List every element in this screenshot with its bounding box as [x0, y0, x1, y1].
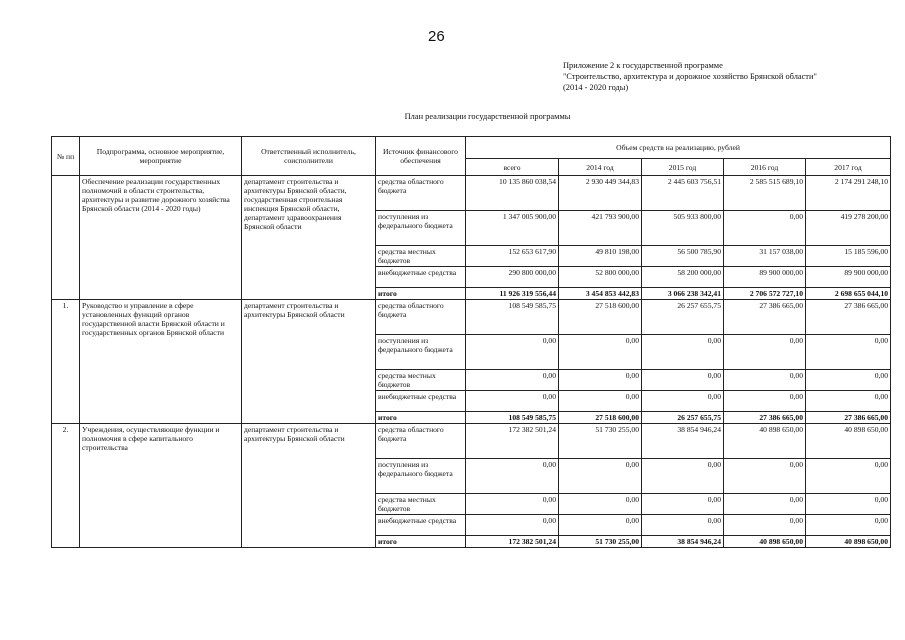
amount-cell: 108 549 585,75	[466, 412, 559, 424]
amount-cell: 38 854 946,24	[642, 536, 724, 548]
amount-cell: 0,00	[559, 459, 642, 494]
table-row	[52, 424, 891, 459]
table-row	[52, 300, 891, 335]
funding-source: внебюджетные средства	[376, 515, 466, 536]
amount-cell: 49 810 198,00	[559, 246, 642, 267]
funding-source: поступления из федерального бюджета	[376, 211, 466, 246]
amount-cell: 0,00	[806, 335, 891, 370]
amount-cell: 2 174 291 248,10	[806, 176, 891, 211]
amount-cell: 2 698 655 044,10	[806, 288, 891, 300]
amount-cell: 172 382 501,24	[466, 536, 559, 548]
amount-cell: 0,00	[724, 391, 806, 412]
header-total: всего	[466, 159, 559, 176]
amount-cell: 56 500 785,90	[642, 246, 724, 267]
appendix-note	[563, 60, 817, 93]
amount-cell: 2 706 572 727,10	[724, 288, 806, 300]
amount-cell: 26 257 655,75	[642, 412, 724, 424]
amount-cell: 152 653 617,90	[466, 246, 559, 267]
amount-cell: 0,00	[559, 494, 642, 515]
row-number: 1.	[52, 300, 80, 424]
amount-cell: 0,00	[466, 370, 559, 391]
amount-cell: 2 585 515 689,10	[724, 176, 806, 211]
amount-cell: 89 900 000,00	[724, 267, 806, 288]
funding-source: средства областного бюджета	[376, 300, 466, 335]
amount-cell: 0,00	[724, 211, 806, 246]
header-2015: 2015 год	[642, 159, 724, 176]
amount-cell: 0,00	[642, 370, 724, 391]
amount-cell: 172 382 501,24	[466, 424, 559, 459]
plan-table	[51, 136, 891, 548]
amount-cell: 38 854 946,24	[642, 424, 724, 459]
amount-cell: 27 518 600,00	[559, 300, 642, 335]
amount-cell: 0,00	[642, 459, 724, 494]
header-2017: 2017 год	[806, 159, 891, 176]
amount-cell: 0,00	[806, 391, 891, 412]
header-num: № пп	[52, 137, 80, 176]
amount-cell: 51 730 255,00	[559, 424, 642, 459]
amount-cell: 27 518 600,00	[559, 412, 642, 424]
row-number	[52, 176, 80, 300]
program-name: Обеспечение реализации государственных полномочий в области строительства, архитектуры и развитие дорожного хозяйства Брянской области (2014 - 2020 годы)	[80, 176, 242, 300]
executor-name: департамент строительства и архитектуры Брянской области	[242, 424, 376, 548]
header-volume: Объем средств на реализацию, рублей	[466, 137, 891, 159]
amount-cell: 2 445 603 756,51	[642, 176, 724, 211]
amount-cell: 0,00	[642, 515, 724, 536]
amount-cell: 11 926 319 556,44	[466, 288, 559, 300]
amount-cell: 0,00	[559, 370, 642, 391]
amount-cell: 3 454 853 442,83	[559, 288, 642, 300]
amount-cell: 0,00	[724, 459, 806, 494]
amount-cell: 0,00	[559, 515, 642, 536]
amount-cell: 0,00	[559, 335, 642, 370]
amount-cell: 290 800 000,00	[466, 267, 559, 288]
amount-cell: 58 200 000,00	[642, 267, 724, 288]
amount-cell: 1 347 005 900,00	[466, 211, 559, 246]
funding-source: итого	[376, 288, 466, 300]
header-program: Подпрограмма, основное мероприятие, мероприятие	[80, 137, 242, 176]
amount-cell: 0,00	[724, 335, 806, 370]
amount-cell: 0,00	[806, 515, 891, 536]
funding-source: средства местных бюджетов	[376, 246, 466, 267]
amount-cell: 0,00	[724, 494, 806, 515]
program-name: Учреждения, осуществляющие функции и полномочия в сфере капитального строительства	[80, 424, 242, 548]
amount-cell: 40 898 650,00	[806, 536, 891, 548]
amount-cell: 0,00	[466, 391, 559, 412]
amount-cell: 40 898 650,00	[806, 424, 891, 459]
amount-cell: 505 933 800,00	[642, 211, 724, 246]
table-row	[52, 176, 891, 211]
header-2016: 2016 год	[724, 159, 806, 176]
funding-source: внебюджетные средства	[376, 391, 466, 412]
funding-source: средства областного бюджета	[376, 176, 466, 211]
amount-cell: 0,00	[466, 335, 559, 370]
header-executor: Ответственный исполнитель, соисполнители	[242, 137, 376, 176]
amount-cell: 0,00	[806, 494, 891, 515]
funding-source: поступления из федерального бюджета	[376, 459, 466, 494]
plan-body	[52, 176, 891, 548]
row-number: 2.	[52, 424, 80, 548]
amount-cell: 0,00	[806, 459, 891, 494]
executor-name: департамент строительства и архитектуры Брянской области, государственная строительная инспекция Брянской области, департамент здравоохранения Брянской области	[242, 176, 376, 300]
program-name: Руководство и управление в сфере установленных функций органов государственной власти Брянской области и государственных органов Брянской области	[80, 300, 242, 424]
amount-cell: 0,00	[724, 515, 806, 536]
amount-cell: 0,00	[466, 515, 559, 536]
amount-cell: 89 900 000,00	[806, 267, 891, 288]
amount-cell: 0,00	[642, 335, 724, 370]
funding-source: поступления из федерального бюджета	[376, 335, 466, 370]
amount-cell: 421 793 900,00	[559, 211, 642, 246]
amount-cell: 0,00	[466, 494, 559, 515]
amount-cell: 27 386 665,00	[806, 412, 891, 424]
amount-cell: 27 386 665,00	[724, 300, 806, 335]
funding-source: внебюджетные средства	[376, 267, 466, 288]
executor-name: департамент строительства и архитектуры Брянской области	[242, 300, 376, 424]
appendix-line-1: Приложение 2 к государственной программе	[563, 61, 723, 70]
amount-cell: 26 257 655,75	[642, 300, 724, 335]
appendix-line-2: "Строительство, архитектура и дорожное хозяйство Брянской области"	[563, 72, 817, 81]
header-2014: 2014 год	[559, 159, 642, 176]
amount-cell: 40 898 650,00	[724, 536, 806, 548]
amount-cell: 27 386 665,00	[724, 412, 806, 424]
amount-cell: 419 278 200,00	[806, 211, 891, 246]
appendix-line-3: (2014 - 2020 годы)	[563, 83, 629, 92]
funding-source: средства областного бюджета	[376, 424, 466, 459]
amount-cell: 0,00	[559, 391, 642, 412]
amount-cell: 108 549 585,75	[466, 300, 559, 335]
amount-cell: 27 386 665,00	[806, 300, 891, 335]
amount-cell: 3 066 238 342,41	[642, 288, 724, 300]
funding-source: итого	[376, 412, 466, 424]
amount-cell: 2 930 449 344,83	[559, 176, 642, 211]
amount-cell: 15 185 596,00	[806, 246, 891, 267]
plan-title: План реализации государственной программы	[404, 112, 571, 121]
amount-cell: 10 135 860 038,54	[466, 176, 559, 211]
amount-cell: 40 898 650,00	[724, 424, 806, 459]
amount-cell: 0,00	[724, 370, 806, 391]
amount-cell: 0,00	[806, 370, 891, 391]
amount-cell: 52 800 000,00	[559, 267, 642, 288]
amount-cell: 0,00	[466, 459, 559, 494]
funding-source: средства местных бюджетов	[376, 494, 466, 515]
amount-cell: 51 730 255,00	[559, 536, 642, 548]
amount-cell: 0,00	[642, 494, 724, 515]
amount-cell: 0,00	[642, 391, 724, 412]
page-number: 26	[428, 28, 445, 45]
header-source: Источник финансового обеспечения	[376, 137, 466, 176]
amount-cell: 31 157 038,00	[724, 246, 806, 267]
funding-source: итого	[376, 536, 466, 548]
funding-source: средства местных бюджетов	[376, 370, 466, 391]
